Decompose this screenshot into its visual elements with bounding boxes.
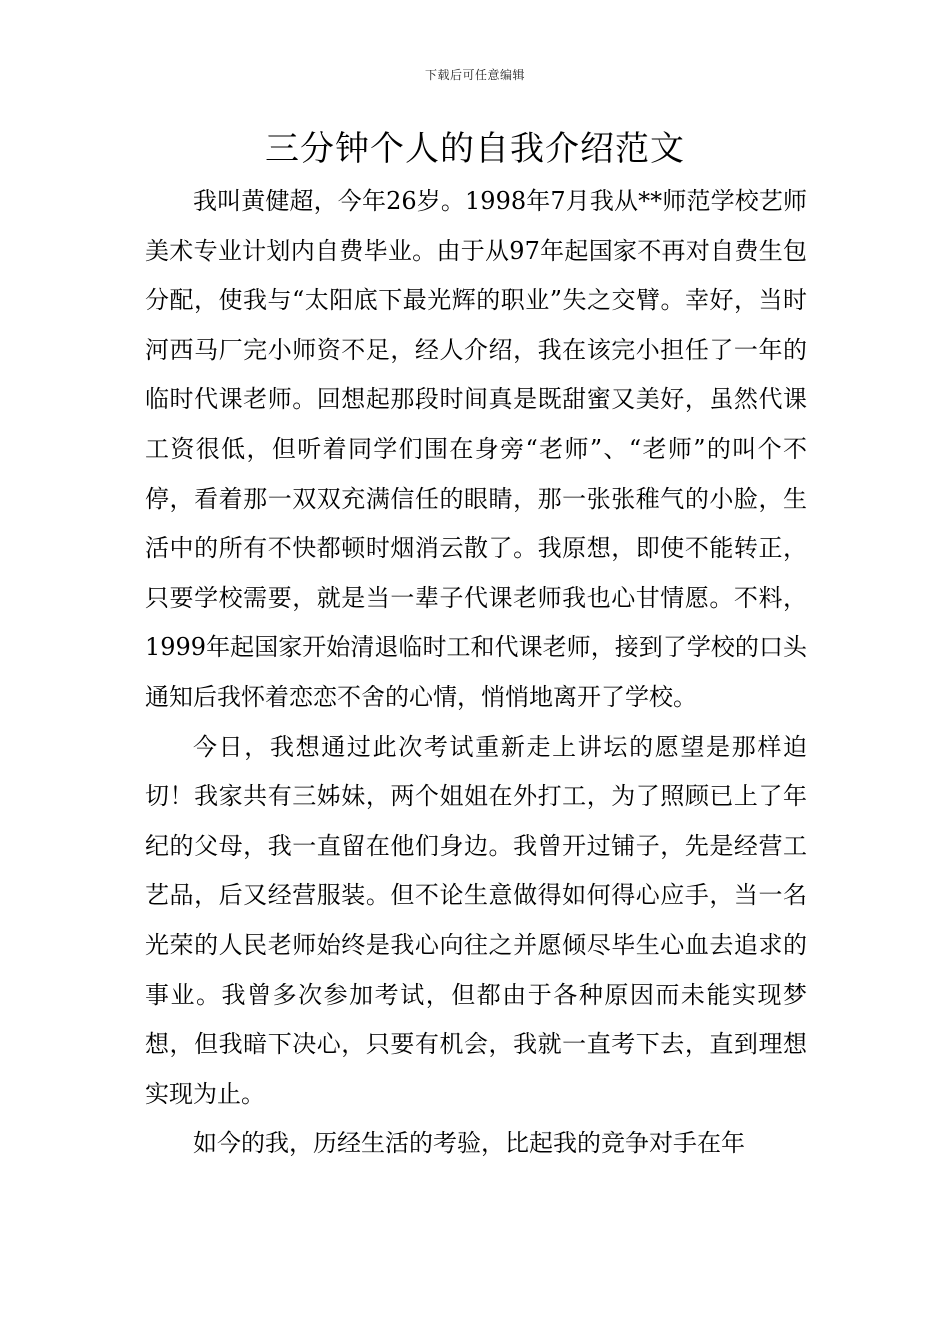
paragraph-2: 今日，我想通过此次考试重新走上讲坛的愿望是那样迫切！我家共有三姊妹，两个姐姐在外打工，为了照顾已上了年纪的父母，我一直留在他们身边。我曾开过铺子，先是经营工艺品，后又经营服装。但不论生意做得如何得心应手，当一名光荣的人民老师始终是我心向往之并愿倾尽毕生心血去追求的事业。我曾多次参加考试，但都由于各种原因而未能实现梦想，但我暗下决心，只要有机会，我就一直考下去，直到理想实现为止。 <box>145 732 807 1108</box>
page-title: 三分钟个人的自我介绍范文 <box>265 129 685 169</box>
document-body <box>145 177 807 1169</box>
paragraph-3: 如今的我，历经生活的考验，比起我的竞争对手在年 <box>193 1129 745 1158</box>
paragraph-1: 我叫黄健超，今年26岁。1998年7月我从**师范学校艺师美术专业计划内自费毕业。由于从97年起国家不再对自费生包分配，使我与“太阳底下最光辉的职业”失之交臂。幸好，当时河西马厂完小师资不足，经人介绍，我在该完小担任了一年的临时代课老师。回想起那段时间真是既甜蜜又美好，虽然代课工资很低，但听着同学们围在身旁“老师”、“老师”的叫个不停，看着那一双双充满信任的眼睛，那一张张稚气的小脸，生活中的所有不快都顿时烟消云散了。我原想，即使不能转正，只要学校需要，就是当一辈子代课老师我也心甘情愿。不料，1999年起国家开始清退临时工和代课老师，接到了学校的口头通知后我怀着恋恋不舍的心情，悄悄地离开了学校。 <box>145 187 807 711</box>
header-note: 下载后可任意编辑 <box>424 68 525 82</box>
